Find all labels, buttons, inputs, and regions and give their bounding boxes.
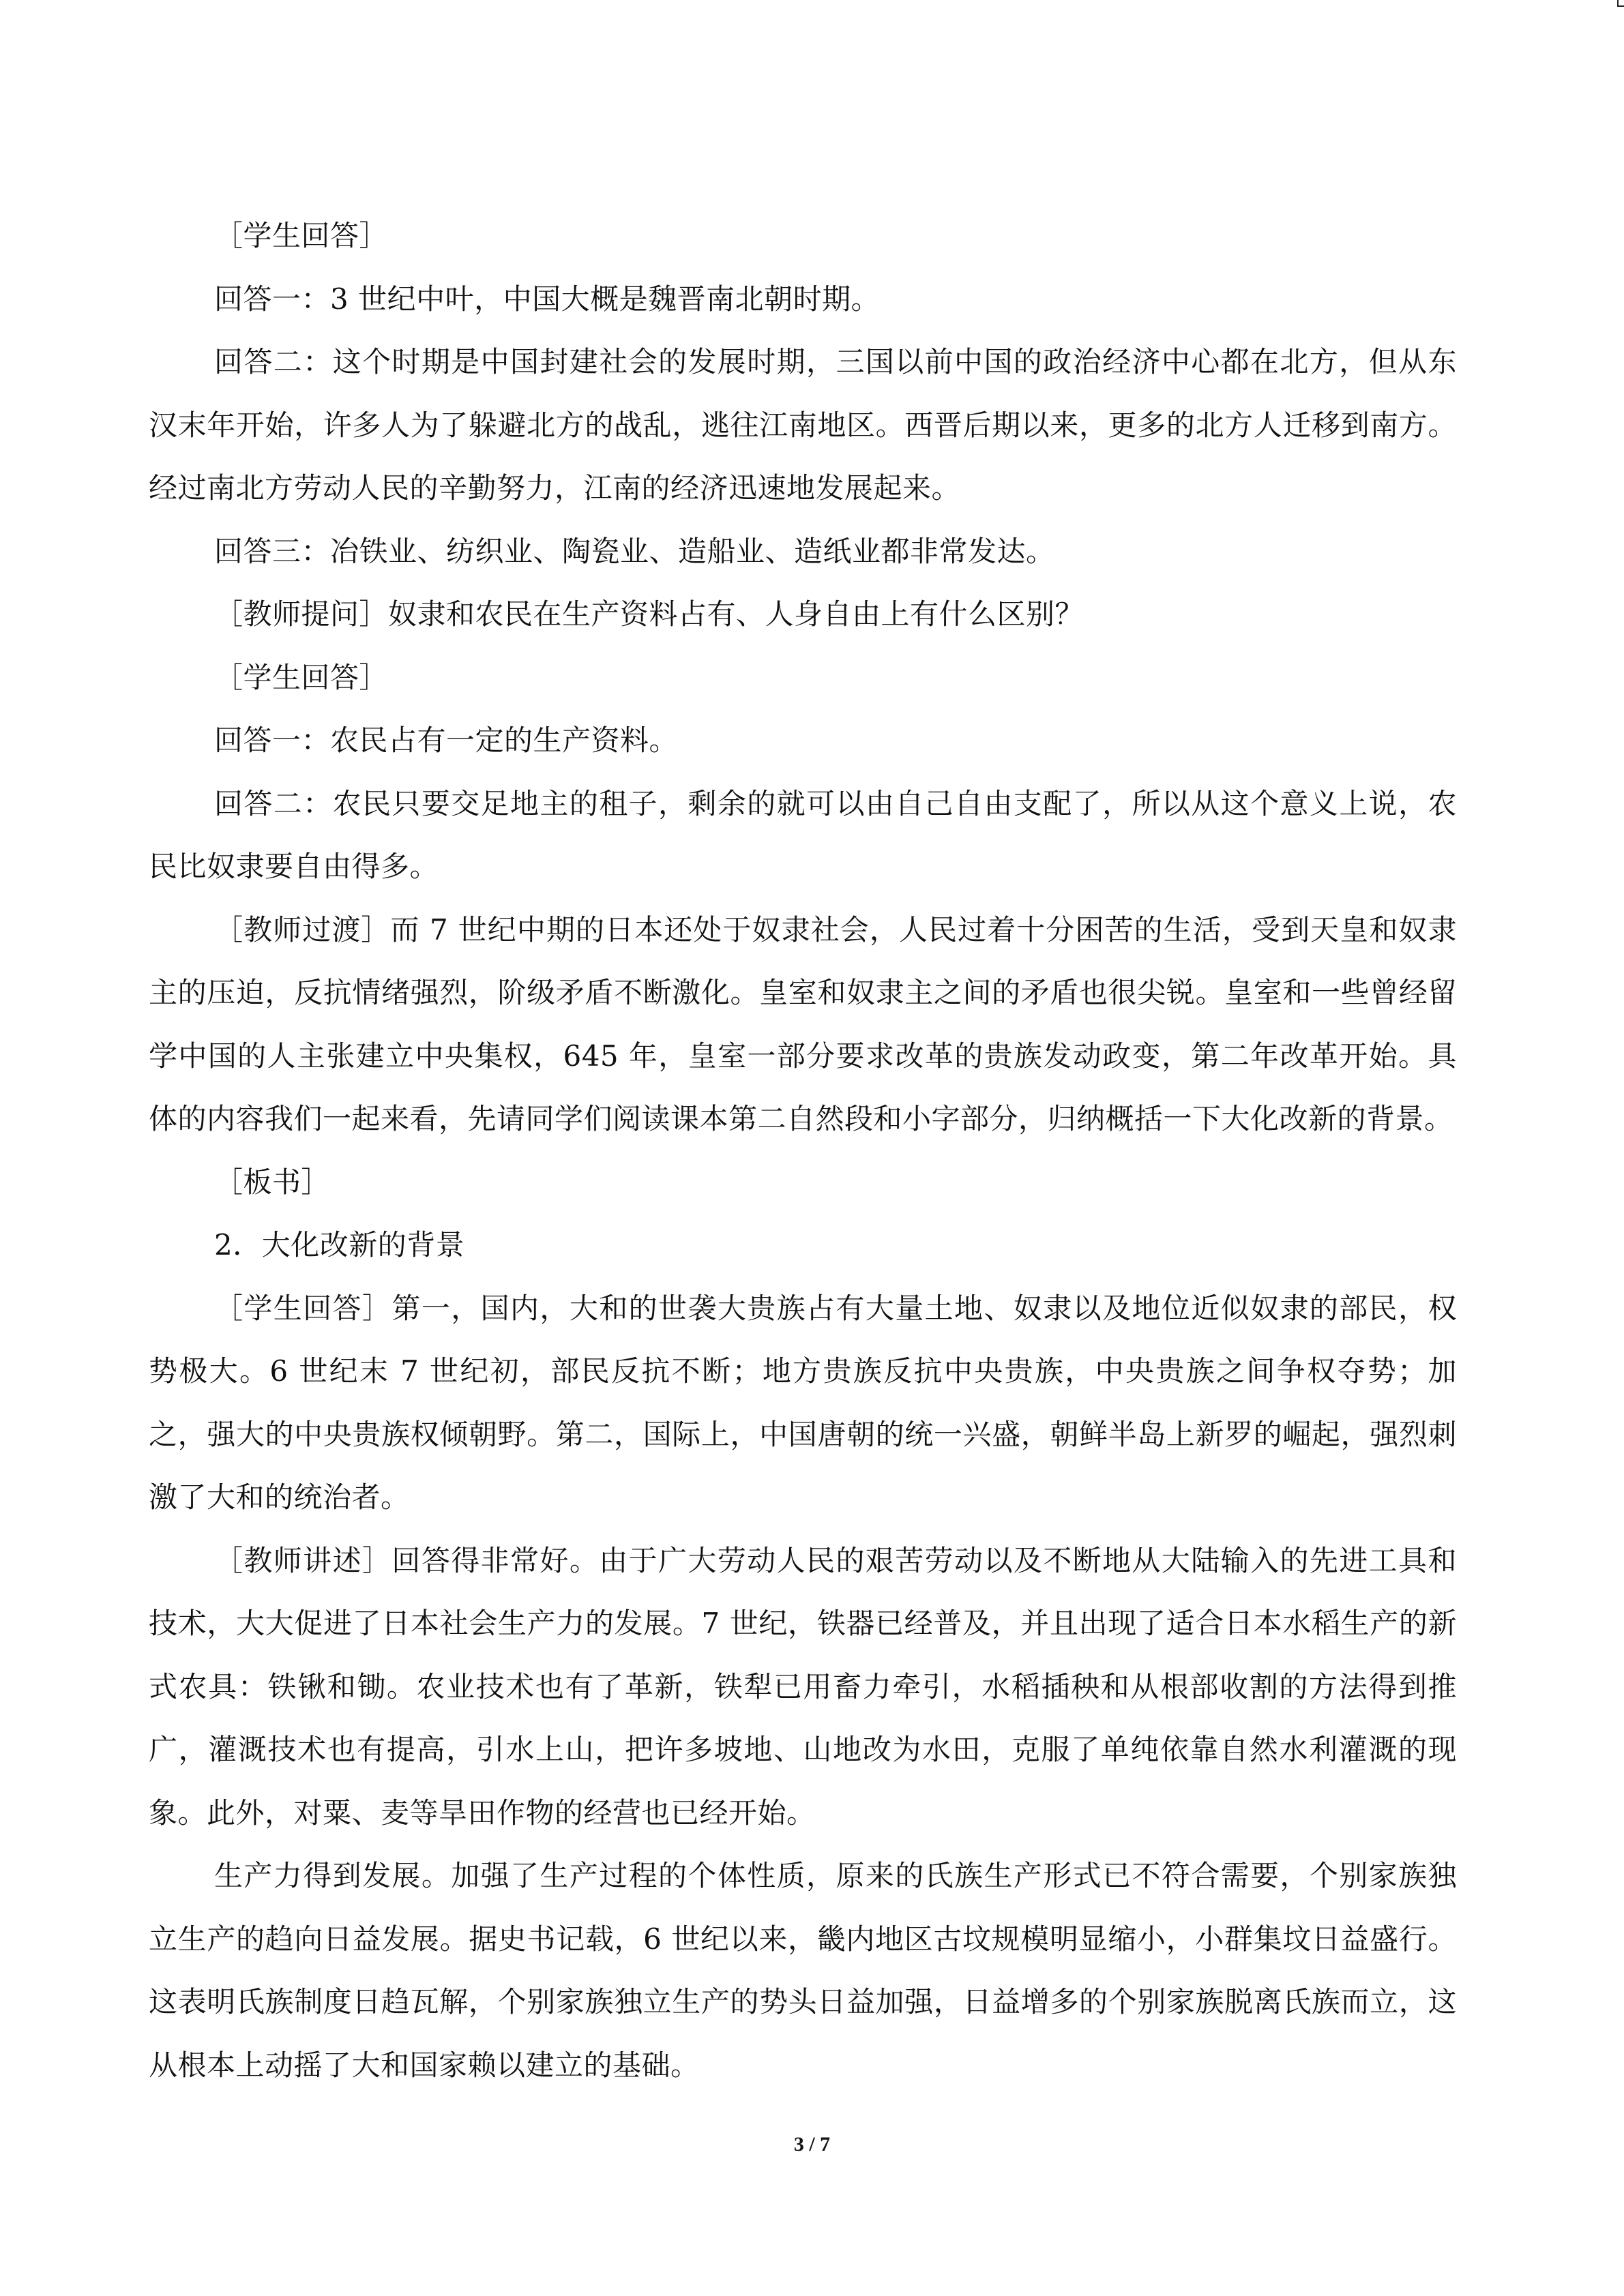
- paragraph-student-answer-heading-2: ［学生回答］: [214, 660, 389, 694]
- paragraph-productivity: 生产力得到发展。加强了生产过程的个体性质，原来的氏族生产形式已不符合需要，个别家族独立生产的趋向日益发展。据史书记载，6 世纪以来，畿内地区古坟规模明显缩小，小群集坟日益盛行。这表明氏族制度日趋瓦解，个别家族独立生产的势头日益加强，日益增多的个别家族脱离氏族而立，这从根本上动摇了大和国家赖以建立的基础。: [149, 1859, 1457, 2082]
- paragraph-answer-one-era: 回答一：3 世纪中叶，中国大概是魏晋南北朝时期。: [214, 282, 881, 316]
- paragraph-teacher-lecture: ［教师讲述］回答得非常好。由于广大劳动人民的艰苦劳动以及不断地从大陆输入的先进工具和技术，大大促进了日本社会生产力的发展。7 世纪，铁器已经普及，并且出现了适合日本水稻生产的新式农具：铁锹和锄。农业技术也有了革新，铁犁已用畜力牵引，水稻插秧和从根部收割的方法得到推广，灌溉技术也有提高，引水上山，把许多坡地、山地改为水田，克服了单纯依靠自然水利灌溉的现象。此外，对粟、麦等旱田作物的经营也已经开始。: [149, 1543, 1457, 1830]
- paragraph-teacher-question: ［教师提问］奴隶和农民在生产资料占有、人身自由上有什么区别？: [214, 597, 1084, 631]
- paragraph-student-answer-heading: ［学生回答］: [214, 219, 389, 252]
- paragraph-teacher-transition: ［教师过渡］而 7 世纪中期的日本还处于奴隶社会，人民过着十分困苦的生活，受到天皇和奴隶主的压迫，反抗情绪强烈，阶级矛盾不断激化。皇室和奴隶主之间的矛盾也很尖锐。皇室和一些曾经留学中国的人主张建立中央集权，645 年，皇室一部分要求改革的贵族发动政变，第二年改革开始。具体的内容我们一起来看，先请同学们阅读课本第二自然段和小字部分，归纳概括一下大化改新的背景。: [149, 912, 1457, 1135]
- paragraph-blackboard-label: ［板书］: [214, 1165, 331, 1199]
- paragraph-answer-two-freedom: 回答二：农民只要交足地主的租子，剩余的就可以由自己自由支配了，所以从这个意义上说，农民比奴隶要自由得多。: [149, 786, 1457, 883]
- page-number: 3 / 7: [793, 2133, 831, 2156]
- corner-crop-mark: [1617, 0, 1624, 7]
- paragraph-section-heading: 2．大化改新的背景: [214, 1228, 465, 1262]
- document-body: [149, 205, 1457, 2097]
- paragraph-student-answer-background: ［学生回答］第一，国内，大和的世袭大贵族占有大量土地、奴隶以及地位近似奴隶的部民，权势极大。6 世纪末 7 世纪初，部民反抗不断；地方贵族反抗中央贵族，中央贵族之间争权夺势；加之，强大的中央贵族权倾朝野。第二，国际上，中国唐朝的统一兴盛，朝鲜半岛上新罗的崛起，强烈刺激了大和的统治者。: [149, 1291, 1457, 1514]
- paragraph-answer-three-industry: 回答三：冶铁业、纺织业、陶瓷业、造船业、造纸业都非常发达。: [214, 534, 1055, 568]
- paragraph-answer-one-means: 回答一：农民占有一定的生产资料。: [214, 724, 679, 757]
- paragraph-answer-two-economy: 回答二：这个时期是中国封建社会的发展时期，三国以前中国的政治经济中心都在北方，但从东汉末年开始，许多人为了躲避北方的战乱，逃往江南地区。西晋后期以来，更多的北方人迁移到南方。经过南北方劳动人民的辛勤努力，江南的经济迅速地发展起来。: [149, 345, 1457, 505]
